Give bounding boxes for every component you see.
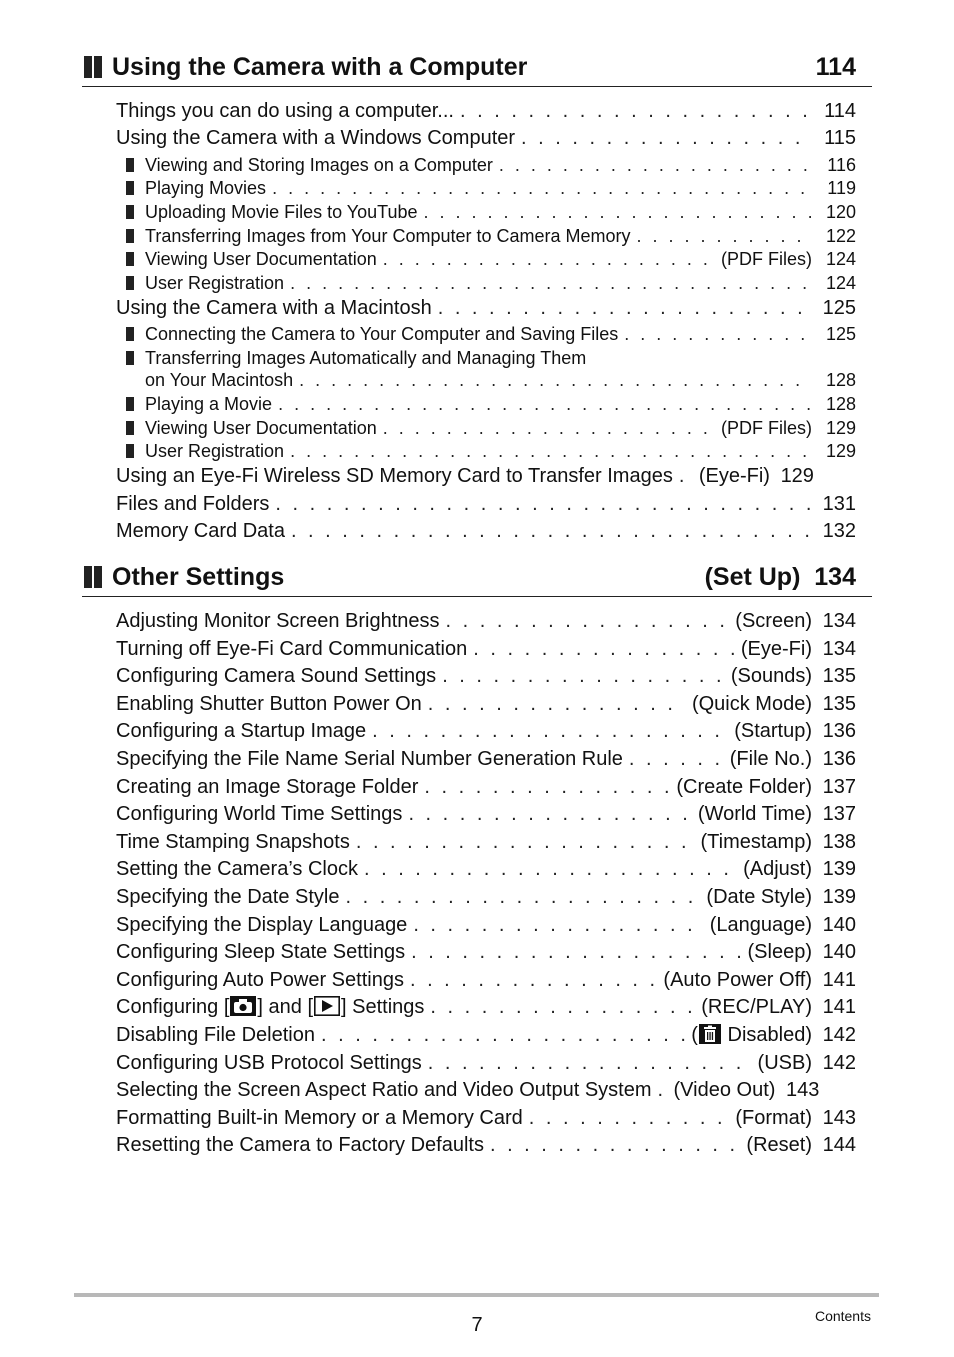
bullet-icon bbox=[126, 351, 134, 365]
toc-subentry[interactable]: Connecting the Camera to Your Computer and Saving Files . . . 125 bbox=[126, 324, 856, 347]
bullet-icon bbox=[126, 229, 134, 243]
toc-entry[interactable]: Configuring Auto Power Settings . . . (Auto Power Off) 141 bbox=[116, 969, 856, 995]
toc-subentry[interactable]: Playing Movies . . . 119 bbox=[126, 178, 856, 201]
toc-entry[interactable]: Things you can do using a computer... . . . 114 bbox=[116, 100, 856, 126]
toc-entry[interactable]: Configuring World Time Settings . . . (World Time) 137 bbox=[116, 803, 856, 829]
footer-label: Contents bbox=[814, 1308, 871, 1324]
bullet-icon bbox=[126, 181, 134, 195]
bullet-icon bbox=[126, 252, 134, 266]
toc-entry[interactable]: Creating an Image Storage Folder . . . (Create Folder) 137 bbox=[116, 776, 856, 802]
bullet-icon bbox=[126, 276, 134, 290]
toc-entry[interactable]: Configuring a Startup Image . . . (Startup) 136 bbox=[116, 720, 856, 746]
toc-entry[interactable]: Specifying the File Name Serial Number Generation Rule . . . (File No.) 136 bbox=[116, 748, 856, 774]
bullet-icon bbox=[126, 205, 134, 219]
toc-entry[interactable]: Disabling File Deletion . . . ( Disabled) 142 bbox=[116, 1024, 856, 1050]
toc-subentry[interactable]: User Registration . . . 124 bbox=[126, 273, 856, 296]
toc-entry[interactable]: Configuring [ ] and [ ] Settings . . . (REC/PLAY) 141 bbox=[116, 996, 856, 1022]
page-number: 7 bbox=[471, 1314, 483, 1336]
bullet-icon bbox=[126, 397, 134, 411]
toc-subentry-continued[interactable]: on Your Macintosh . . . 128 bbox=[145, 370, 856, 393]
section-marker-icon bbox=[82, 566, 104, 588]
toc-entry[interactable]: Configuring USB Protocol Settings . . . (USB) 142 bbox=[116, 1052, 856, 1078]
bullet-icon bbox=[126, 444, 134, 458]
toc-entry[interactable]: Formatting Built-in Memory or a Memory Card . . . (Format) 143 bbox=[116, 1107, 856, 1133]
toc-entry[interactable]: Files and Folders . . . 131 bbox=[116, 493, 856, 519]
toc-entry[interactable]: Turning off Eye-Fi Card Communication . . . (Eye-Fi) 134 bbox=[116, 638, 856, 664]
toc-entry[interactable]: Configuring Sleep State Settings . . . (Sleep) 140 bbox=[116, 941, 856, 967]
toc-entry[interactable]: Using the Camera with a Macintosh . . . 125 bbox=[116, 297, 856, 323]
toc-entry[interactable]: Memory Card Data . . . 132 bbox=[116, 520, 856, 546]
trash-icon bbox=[699, 1024, 721, 1044]
section-title: Using the Camera with a Computer bbox=[112, 53, 528, 81]
toc-entry[interactable]: Using the Camera with a Windows Computer . . . 115 bbox=[116, 127, 856, 153]
footer-divider bbox=[74, 1293, 879, 1297]
bullet-icon bbox=[126, 158, 134, 172]
toc-entry[interactable]: Specifying the Display Language . . . (Language) 140 bbox=[116, 914, 856, 940]
toc-entry[interactable]: Time Stamping Snapshots . . . (Timestamp) 138 bbox=[116, 831, 856, 857]
toc-entry[interactable]: Specifying the Date Style . . . (Date Style) 139 bbox=[116, 886, 856, 912]
toc-entry[interactable]: Resetting the Camera to Factory Defaults . . . (Reset) 144 bbox=[116, 1134, 856, 1160]
toc-entry[interactable]: Enabling Shutter Button Power On . . . (Quick Mode) 135 bbox=[116, 693, 856, 719]
toc-entry[interactable]: Configuring Camera Sound Settings . . . (Sounds) 135 bbox=[116, 665, 856, 691]
toc-subentry[interactable]: Viewing User Documentation . . . (PDF Files) 124 bbox=[126, 249, 856, 272]
toc-subentry[interactable]: Transferring Images Automatically and Managing Them bbox=[126, 348, 856, 371]
toc-entry[interactable]: Adjusting Monitor Screen Brightness . . . (Screen) 134 bbox=[116, 610, 856, 636]
toc-subentry[interactable]: Viewing User Documentation . . . (PDF Files) 129 bbox=[126, 418, 856, 441]
section-marker-icon bbox=[82, 56, 104, 78]
toc-subentry[interactable]: Playing a Movie . . . 128 bbox=[126, 394, 856, 417]
play-icon bbox=[314, 996, 340, 1016]
toc-entry[interactable]: Setting the Camera’s Clock . . . (Adjust) 139 bbox=[116, 858, 856, 884]
section-header-computer bbox=[82, 52, 872, 87]
bullet-icon bbox=[126, 421, 134, 435]
toc-subentry[interactable]: User Registration . . . 129 bbox=[126, 441, 856, 464]
bullet-icon bbox=[126, 327, 134, 341]
toc-subentry[interactable]: Viewing and Storing Images on a Computer . . . 116 bbox=[126, 155, 856, 178]
camera-icon bbox=[230, 996, 256, 1016]
toc-entry[interactable]: Selecting the Screen Aspect Ratio and Video Output System . . . (Video Out) 143 bbox=[116, 1079, 856, 1105]
toc-subentry[interactable]: Uploading Movie Files to YouTube . . . 120 bbox=[126, 202, 856, 225]
section-header-other-settings bbox=[82, 562, 872, 597]
toc-subentry[interactable]: Transferring Images from Your Computer to Camera Memory . . . 122 bbox=[126, 226, 856, 249]
section-page: 114 bbox=[815, 53, 856, 81]
toc-entry[interactable]: Using an Eye-Fi Wireless SD Memory Card to Transfer Images . . . (Eye-Fi) 129 bbox=[116, 465, 856, 491]
section-title: Other Settings bbox=[112, 563, 285, 591]
section-page: (Set Up) 134 bbox=[704, 563, 856, 591]
